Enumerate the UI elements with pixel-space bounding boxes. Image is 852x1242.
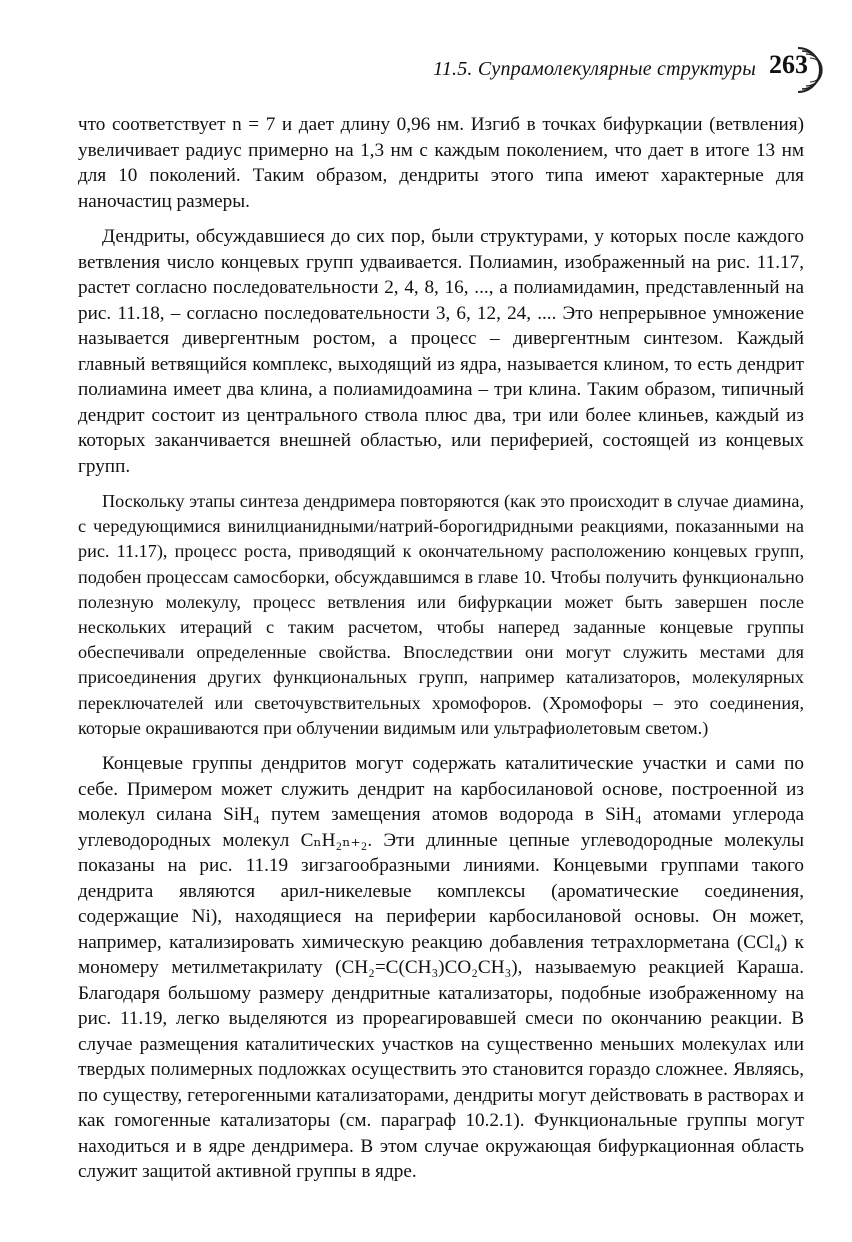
page-header [0,44,852,96]
paragraph-divergent-growth: Дендриты, обсуждавшиеся до сих пор, были структурами, у которых после каждого ветвления число концевых групп удваивается. Полиамин, изображенный на рис. 11.17, растет согласно последовательности 2, 4, 8, 16, ..., а полиамидамин, представленный на рис. 11.18, – согласно последовательности 3, 6, 12, 24, .... Это непрерывное умножение называется дивергентным ростом, а процесс – дивергентным синтезом. Каждый главный ветвящийся комплекс, выходящий из ядра, называется клином, то есть дендрит полиамина имеет два клина, а полиамидоамина – три клина. Таким образом, типичный дендрит состоит из центрального ствола плюс два, три или более клиньев, каждый из которых заканчивается внешней областью, или периферией, состоящей из концевых групп. [78,226,804,477]
running-title: 11.5. Супрамолекулярные структуры [433,58,756,80]
paragraph-synthesis-steps: Поскольку этапы синтеза дендримера повторяются (как это происходит в случае диамина, с чередующимися винилцианидными/натрий-борогидридными реакциями, показанными на рис. 11.17), процесс роста, приводящий к окончательному расположению концевых групп, подобен процессам самосборки, обсуждавшимся в главе 10. Чтобы получить функционально полезную молекулу, процесс ветвления или бифуркации может быть завершен после нескольких итераций с таким расчетом, чтобы наперед заданные концевые группы обеспечивали определенные свойства. Впоследствии они могут служить местами для присоединения других функциональных групп, например катализаторов, молекулярных переключателей или светочувствительных хромофоров. (Хромофоры – это соединения, которые окрашиваются при облучении видимым или ультрафиолетовым светом.) [78,491,804,738]
page-number: 263 [769,50,808,79]
paragraph-continuation: что соответствует n = 7 и дает длину 0,96 нм. Изгиб в точках бифуркации (ветвления) увеличивает радиус примерно на 1,3 нм с каждым поколением, что дает в итоге 13 нм для 10 поколений. Таким образом, дендриты этого типа имеют характерные для наночастиц размеры. [78,114,804,212]
body-text [78,112,804,1195]
page-corner-ornament-icon [780,44,824,96]
paragraph-catalytic-end-groups: Концевые группы дендритов могут содержать каталитические участки и сами по себе. Примером может служить дендрит на карбосилановой основе, построенной из молекул силана SiH₄ путем замещения атомов водорода в SiH₄ атомами углерода углеводородных молекул CₙH₂ₙ₊₂. Эти длинные цепные углеводородные молекулы показаны на рис. 11.19 зигзагообразными линиями. Концевыми группами такого дендрита являются арил-никелевые комплексы (ароматические соединения, содержащие Ni), находящиеся на периферии карбосилановой основы. Он может, например, катализировать химическую реакцию добавления тетрахлорметана (CCl₄) к мономеру метилметакрилату (CH₂=C(CH₃)CO₂CH₃), называемую реакцией Караша. Благодаря большому размеру дендритные катализаторы, подобные изображенному на рис. 11.19, легко выделяются из прореагировавшей смеси по окончанию реакции. В случае размещения каталитических участков на существенно меньших молекулах или твердых полимерных подложках осуществить это становится гораздо сложнее. Являясь, по существу, гетерогенными катализаторами, дендриты могут действовать в растворах и как гомогенные катализаторы (см. параграф 10.2.1). Функциональные группы могут находиться и в ядре дендримера. В этом случае окружающая бифуркационная область служит защитой активной группы в ядре. [78,753,804,1183]
